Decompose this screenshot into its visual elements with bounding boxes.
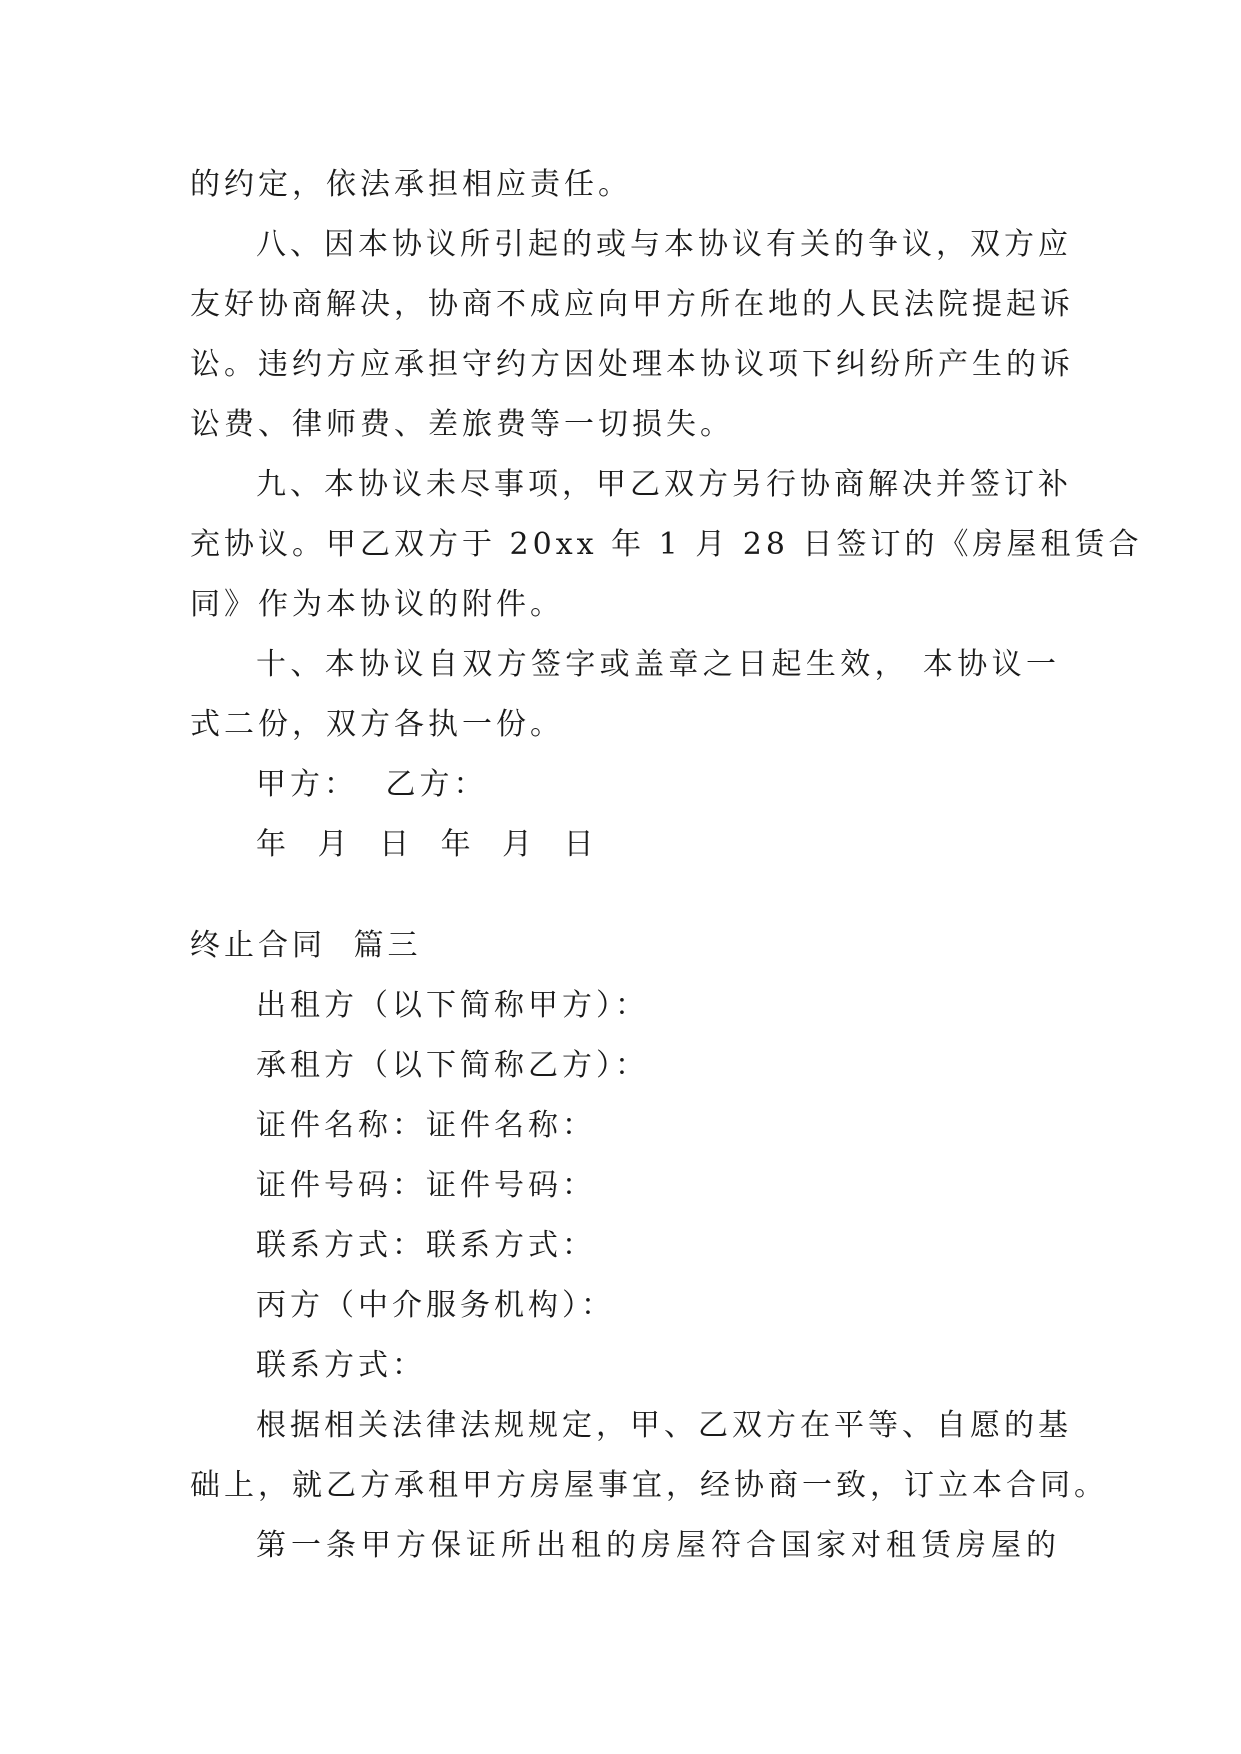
section-title: 终止合同 篇三 [190, 928, 422, 963]
party-field-line: 联系方式：联系方式： [256, 1228, 596, 1263]
paragraph-line: 式二份，双方各执一份。 [190, 707, 564, 742]
party-field-line: 证件名称：证件名称： [256, 1108, 596, 1143]
paragraph-line: 根据相关法律法规规定，甲、乙双方在平等、自愿的基 [256, 1408, 1072, 1443]
paragraph-line: 础上，就乙方承租甲方房屋事宜，经协商一致，订立本合同。 [190, 1468, 1108, 1503]
paragraph-line: 同》作为本协议的附件。 [190, 587, 564, 622]
signature-date-line: 年 月 日 年 月 日 [256, 827, 598, 862]
party-field-line: 证件号码：证件号码： [256, 1168, 596, 1203]
paragraph-line: 八、因本协议所引起的或与本协议有关的争议，双方应 [256, 227, 1072, 262]
paragraph-line: 讼。违约方应承担守约方因处理本协议项下纠纷所产生的诉 [190, 347, 1074, 382]
paragraph-line: 讼费、律师费、差旅费等一切损失。 [190, 407, 734, 442]
party-field-line: 联系方式： [256, 1348, 426, 1383]
paragraph-line: 九、本协议未尽事项，甲乙双方另行协商解决并签订补 [256, 467, 1072, 502]
paragraph-line: 十、本协议自双方签字或盖章之日起生效， 本协议一 [256, 647, 1060, 682]
party-field-line: 承租方（以下简称乙方）： [256, 1048, 649, 1083]
paragraph-line: 充协议。甲乙双方于 20xx 年 1 月 28 日签订的《房屋租赁合 [190, 527, 1143, 562]
party-field-line: 出租方（以下简称甲方）： [256, 988, 649, 1023]
signature-parties-line: 甲方： 乙方： [256, 767, 488, 802]
paragraph-line: 第一条甲方保证所出租的房屋符合国家对租赁房屋的 [256, 1528, 1060, 1563]
party-field-line: 丙方（中介服务机构）： [256, 1288, 615, 1323]
paragraph-line: 友好协商解决，协商不成应向甲方所在地的人民法院提起诉 [190, 287, 1074, 322]
paragraph-line: 的约定，依法承担相应责任。 [190, 167, 632, 202]
